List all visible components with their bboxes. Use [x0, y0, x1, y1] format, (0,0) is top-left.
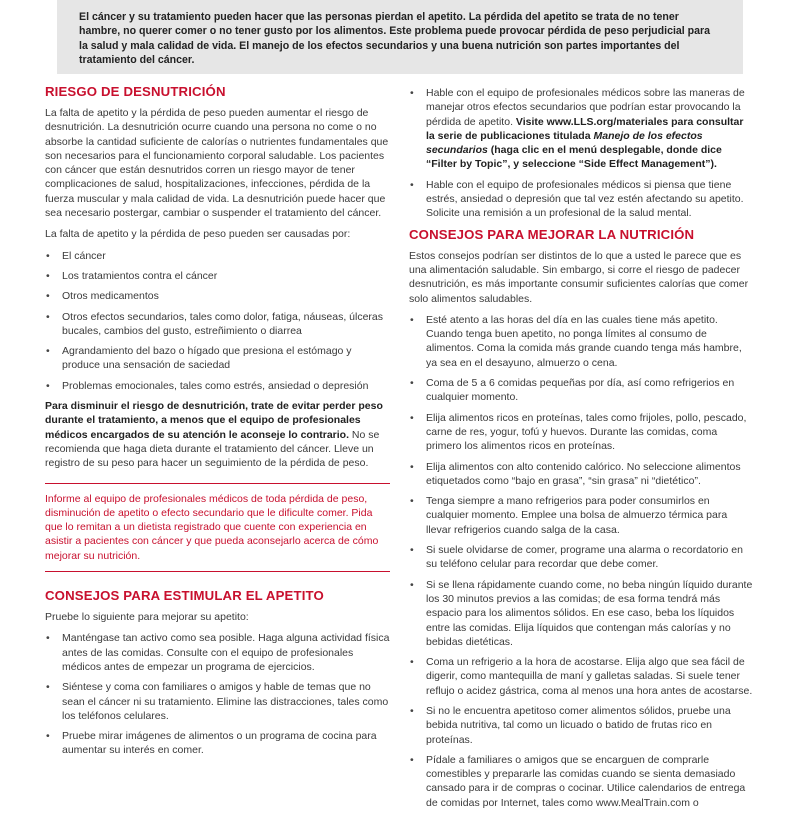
intro-box: [57, 0, 743, 74]
risk-heading: RIESGO DE DESNUTRICIÓN: [45, 84, 226, 99]
list-item: • Si suele olvidarse de comer, programe una alarma o recordatorio en su teléfono celular para recordar que debe comer.: [409, 543, 754, 572]
nutrition-intro: Estos consejos podrían ser distintos de lo que a usted le parece que es una alimentación saludable. Sin embargo, si corre el riesgo de padecer desnutrición, es más importante consumir suficientes calorías que comer solo alimentos saludables.: [409, 249, 749, 305]
callout-text: Informe al equipo de profesionales médicos de toda pérdida de peso, disminución de apetito o efecto secundario que le dificulte comer. Pida que lo remitan a un dietista registrado que cuente con experiencia en asistir a pacientes con cáncer y que pueda aconsejarlo acerca de cómo mejorar su nutrición.: [45, 492, 379, 562]
list-item: • Esté atento a las horas del día en las cuales tiene más apetito. Cuando tenga buen apetito, no ponga límites al consumo de alimentos. Coma la comida más grande cuando tenga más hambre, ya sea en el desayuno, almuerzo o cena.: [409, 313, 754, 370]
appetite-tips-list: [45, 631, 390, 757]
list-item: • Si no le encuentra apetitoso comer alimentos sólidos, pruebe una bebida nutritiva, tal como un licuado o batido de frutas rico en proteínas.: [409, 704, 754, 747]
reduce-risk-bold: Para disminuir el riesgo de desnutrición, trate de evitar perder peso durante el tratamiento, a menos que el equipo de profesionales médicos encargados de su atención le aconseje lo contrario.: [45, 400, 383, 441]
nutrition-heading: CONSEJOS PARA MEJORAR LA NUTRICIÓN: [409, 226, 695, 242]
reduce-risk-paragraph: [45, 399, 390, 470]
list-item: • Otros efectos secundarios, tales como dolor, fatiga, náuseas, úlceras bucales, cambios del gusto, estreñimiento o diarrea: [45, 310, 390, 339]
list-item: • Otros medicamentos: [45, 289, 390, 303]
reduce-risk-rest: No se recomienda que haga dieta durante el tratamiento del cáncer. Lleve un registro de su peso para hacer un seguimiento de la pérdida de peso.: [45, 428, 380, 470]
causes-list: [45, 249, 390, 393]
visit-link-text[interactable]: Visite www.LLS.org/materiales para consultar la serie de publicaciones titulada: [426, 115, 744, 142]
callout-box: [45, 483, 390, 572]
list-item: • Tenga siempre a mano refrigerios para poder consumirlos en cualquier momento. Emplee una bolsa de almuerzo térmica para llevar refrigerios cuando salga de la casa.: [409, 494, 754, 537]
list-item: • Los tratamientos contra el cáncer: [45, 269, 390, 283]
list-item: • Elija alimentos con alto contenido calórico. No seleccione alimentos etiquetados como “bajo en grasa”, “sin grasa” ni “dietético”.: [409, 460, 754, 489]
risk-paragraph-2: La falta de apetito y la pérdida de peso pueden ser causadas por:: [45, 228, 351, 241]
side-effect-text: Hable con el equipo de profesionales médicos sobre las maneras de manejar otros efectos secundarios que podrían estar provocando la pérdida de apetito.: [426, 87, 745, 128]
list-item: • Coma de 5 a 6 comidas pequeñas por día, así como refrigerios en cualquier momento.: [409, 376, 754, 405]
left-column: [45, 84, 390, 764]
list-item: • Siéntese y coma con familiares o amigos y hable de temas que no sean el cáncer ni su tratamiento. Elimine las distracciones, tales como los teléfonos celulares.: [45, 680, 390, 723]
intro-text: El cáncer y su tratamiento pueden hacer que las personas pierdan el apetito. La pérdida del apetito se trata de no tener hambre, no querer comer o no tener gusto por los alimentos. Este problema puede provocar pérdida de peso perjudicial para la salud y mala calidad de vida. El manejo de los efectos secundarios y una buena nutrición son partes importantes del tratamiento del cáncer.: [79, 11, 711, 66]
filter-instructions: (haga clic en el menú desplegable, donde dice “Filter by Topic”, y seleccione “Side Effect Management”).: [426, 144, 722, 171]
list-item: • Hable con el equipo de profesionales médicos si piensa que tiene estrés, ansiedad o depresión que tal vez estén afectando su apetito. Solicite una remisión a un profesional de la salud mental.: [409, 178, 754, 221]
appetite-intro: Pruebe lo siguiente para mejorar su apetito:: [45, 611, 249, 624]
publication-title: Manejo de los efectos secundarios: [426, 129, 703, 157]
right-column: [409, 86, 754, 816]
list-item: • Manténgase tan activo como sea posible. Haga alguna actividad física antes de las comidas. Consulte con el equipo de profesionales médicos antes de empezar un programa de ejercicios.: [45, 631, 390, 674]
list-item: • El cáncer: [45, 249, 390, 263]
risk-paragraph-1: La falta de apetito y la pérdida de peso pueden aumentar el riesgo de desnutrición. La desnutrición ocurre cuando una persona no come o no absorbe la cantidad suficiente de calorías o nutrientes fundamentales que son necesarios para el funcionamiento corporal saludable. Los pacientes con cáncer que están desnutridos corren un riesgo mayor de tener complicaciones de salud, hospitalizaciones, infecciones, pérdida de la fuerza muscular y mala calidad de vida. La desnutrición puede hacer que sea necesario postergar, cambiar o suspender el tratamiento del cáncer.: [45, 107, 389, 220]
list-item: • Elija alimentos ricos en proteínas, tales como frijoles, pollo, pescado, carne de res, yogur, tofú y huevos. Durante las comidas, coma primero los alimentos ricos en proteínas.: [409, 411, 754, 454]
list-item: • Coma un refrigerio a la hora de acostarse. Elija algo que sea fácil de digerir, como mantequilla de maní y galletas saladas. Si suele tener reflujo o acidez gástrica, coma al menos una hora antes de acostarse.: [409, 655, 754, 698]
list-item: • Problemas emocionales, tales como estrés, ansiedad o depresión: [45, 379, 390, 393]
list-item: • Pruebe mirar imágenes de alimentos o un programa de cocina para aumentar su interés en comer.: [45, 729, 390, 758]
list-item: • Pídale a familiares o amigos que se encarguen de comprarle comestibles y prepararle las comidas cuando se sienta demasiado cansado para ir de compras o cocinar. Utilice calendarios de entrega de comidas por Internet, tales como www.MealTrain.com o: [409, 753, 754, 810]
side-effect-list: [409, 86, 754, 221]
nutrition-tips-list: [409, 313, 754, 810]
list-item: [409, 86, 754, 172]
list-item: • Agrandamiento del bazo o hígado que presiona el estómago y produce una sensación de saciedad: [45, 344, 390, 373]
list-item: • Si se llena rápidamente cuando come, no beba ningún líquido durante los 30 minutos previos a las comidas; de esa forma tendrá más espacio para los alimentos sólidos. En ese caso, beba los líquidos entre las comidas. Elija líquidos que contengan más calorías y no bebidas dietéticas.: [409, 578, 754, 649]
appetite-heading: CONSEJOS PARA ESTIMULAR EL APETITO: [45, 588, 324, 604]
